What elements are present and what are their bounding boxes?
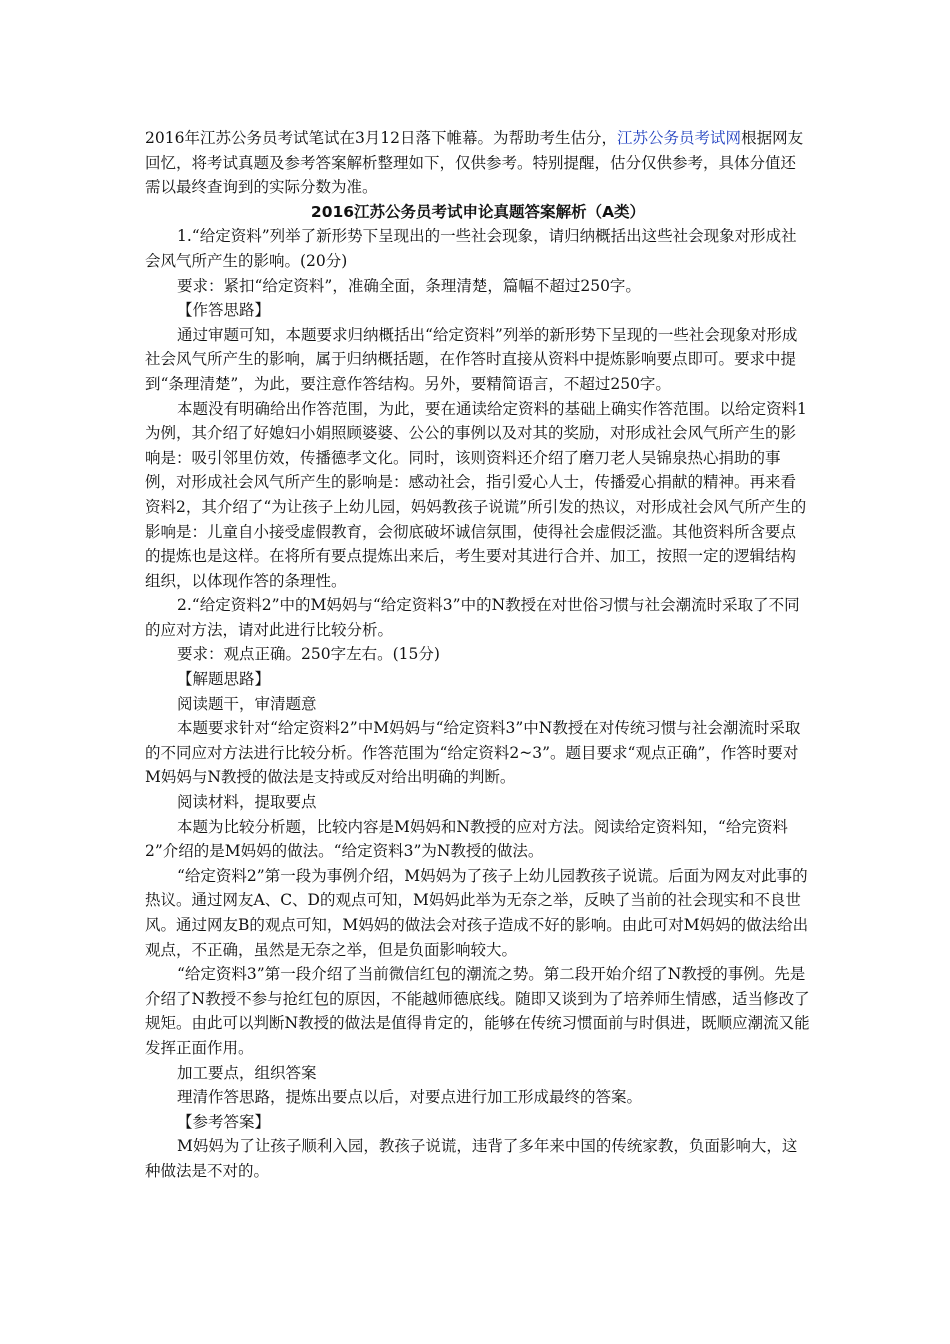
step-paragraph-extract-1: 本题为比较分析题，比较内容是M妈妈和N教授的应对方法。阅读给定资料知，“给完资料2”介绍的是M妈妈的做法。“给定资料3”为N教授的做法。 [145,817,788,861]
step-paragraph-organize-answer: 理清作答思路，提炼出要点以后，对要点进行加工形成最终的答案。 [177,1088,643,1107]
document-title: 2016江苏公务员考试申论真题答案解析（A类） [310,202,646,221]
intro-paragraph [145,126,811,200]
document-body [145,126,811,1184]
intro-text-after: 根据网友回忆，将考试真题及参考答案解析整理如下，仅供参考。特别提醒，估分仅供参考，具体分值还需以最终查询到的实际分数为准。 [145,129,804,197]
approach-paragraph-1: 通过审题可知，本题要求归纳概括出“给定资料”列举的新形势下呈现的一些社会现象对形成社会风气所产生的影响，属于归纳概括题，在作答时直接从资料中提炼影响要点即可。要求中提到“条理清楚”，为此，要注意作答结构。另外，要精简语言，不超过250字。 [145,325,798,393]
section-heading-approach: 【作答思路】 [177,301,271,320]
section-heading-solution: 【解题思路】 [177,670,271,689]
question-2-requirement: 要求：观点正确。250字左右。(15分) [177,645,440,664]
section-heading-reference-answer: 【参考答案】 [177,1112,271,1131]
step-paragraph-extract-3: “给定资料3”第一段介绍了当前微信红包的潮流之势。第二段开始介绍了N教授的事例。先是介绍了N教授不参与抢红包的原因，不能越师德底线。随即又谈到为了培养师生情感，适当修改了规矩。由此可以判断N教授的做法是值得肯定的，能够在传统习惯面前与时俱进，既顺应潮流又能发挥正面作用。 [145,965,810,1057]
intro-text-before: 2016年江苏公务员考试笔试在3月12日落下帷幕。为帮助考生估分， [145,129,618,147]
question-1: 1.“给定资料”列举了新形势下呈现出的一些社会现象，请归纳概括出这些社会现象对形成社会风气所产生的影响。(20分) [145,227,797,270]
step-heading-read-question: 阅读题干，审清题意 [177,694,317,713]
step-heading-organize-answer: 加工要点，组织答案 [177,1063,317,1082]
jiangsu-exam-link[interactable]: 江苏公务员考试网 [617,129,742,147]
step-heading-extract-points: 阅读材料，提取要点 [177,793,317,812]
question-2: 2.“给定资料2”中的M妈妈与“给定资料3”中的N教授在对世俗习惯与社会潮流时采取了不同的应对方法，请对此进行比较分析。 [145,596,800,639]
step-paragraph-extract-2: “给定资料2”第一段为事例介绍，M妈妈为了孩子上幼儿园教孩子说谎。后面为网友对此事的热议。通过网友A、C、D的观点可知，M妈妈此举为无奈之举，反映了当前的社会现实和不良世风。通过网友B的观点可知，M妈妈的做法会对孩子造成不好的影响。由此可对M妈妈的做法给出观点，不正确，虽然是无奈之举，但是负面影响较大。 [145,866,809,959]
approach-paragraph-2: 本题没有明确给出作答范围，为此，要在通读给定资料的基础上确实作答范围。以给定资料1为例，其介绍了好媳妇小娟照顾婆婆、公公的事例以及对其的奖励，对形成社会风气所产生的影响是：吸引邻里仿效，传播德孝文化。同时，该则资料还介绍了磨刀老人吴锦泉热心捐助的事例，对形成社会风气所产生的影响是：感动社会，指引爱心人士，传播爱心捐献的精神。再来看资料2，其介绍了“为让孩子上幼儿园，妈妈教孩子说谎”所引发的热议，对形成社会风气所产生的影响是：儿童自小接受虚假教育，会彻底破坏诚信氛围，使得社会虚假泛滥。其他资料所含要点的提炼也是这样。在将所有要点提炼出来后，考生要对其进行合并、加工，按照一定的逻辑结构组织，以体现作答的条理性。 [145,399,807,590]
reference-answer-paragraph: M妈妈为了让孩子顺利入园，教孩子说谎，违背了多年来中国的传统家教，负面影响大，这种做法是不对的。 [145,1137,798,1180]
question-1-requirement: 要求：紧扣“给定资料”，准确全面，条理清楚，篇幅不超过250字。 [177,276,641,295]
step-paragraph-read-question: 本题要求针对“给定资料2”中M妈妈与“给定资料3”中N教授在对传统习惯与社会潮流时采取的不同应对方法进行比较分析。作答范围为“给定资料2~3”。题目要求“观点正确”，作答时要对M妈妈与N教授的做法是支持或反对给出明确的判断。 [145,719,801,787]
